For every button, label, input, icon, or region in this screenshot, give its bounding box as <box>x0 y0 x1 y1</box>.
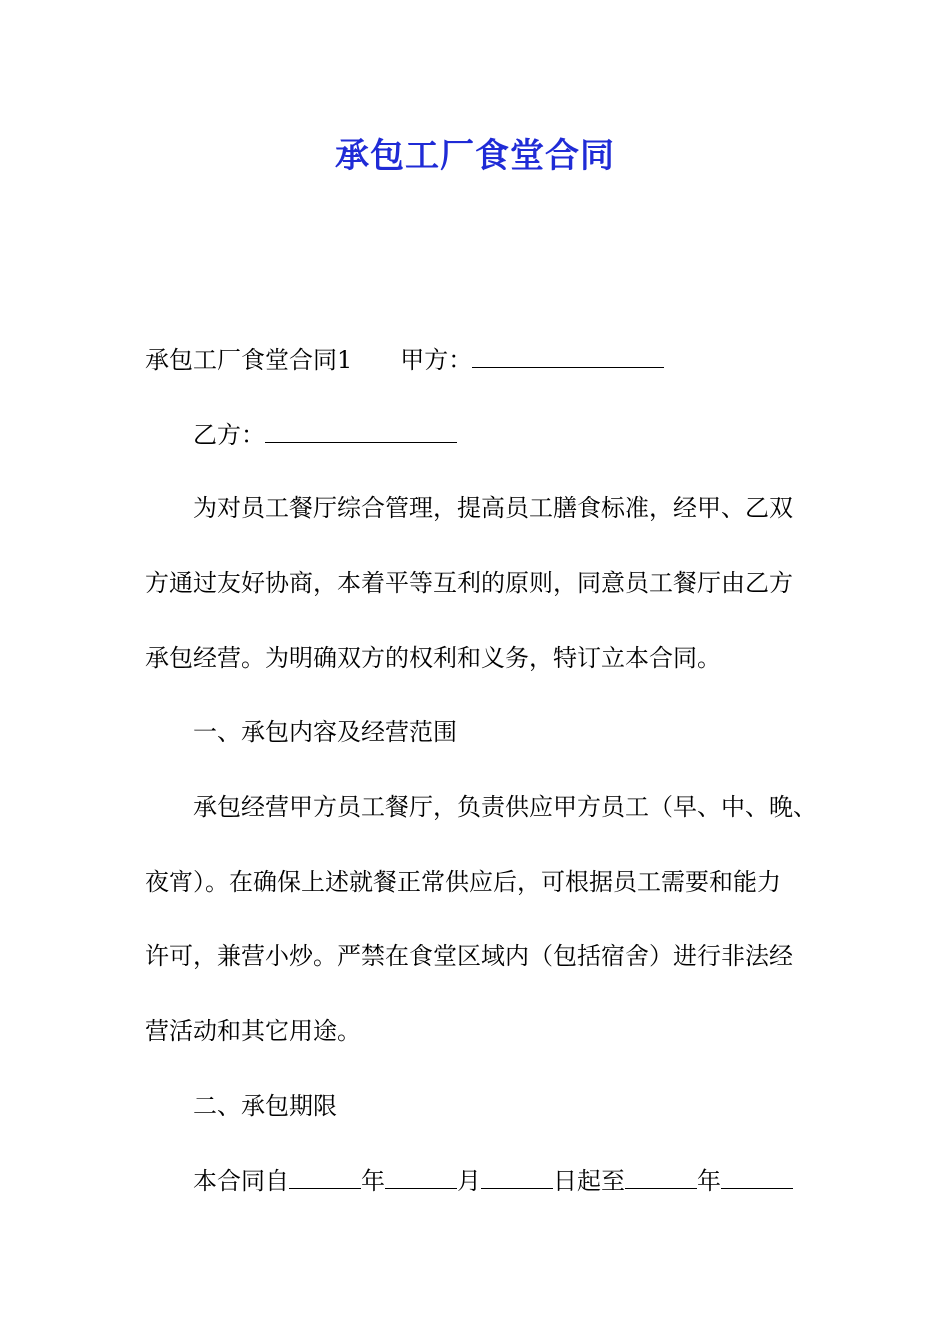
end-month-blank <box>721 1164 793 1189</box>
party-b-label: 乙方： <box>193 421 265 449</box>
section1-heading: 一、承包内容及经营范围 <box>193 718 457 746</box>
para1-line-2: 方通过友好协商，本着平等互利的原则，同意员工餐厅由乙方 <box>145 569 793 597</box>
start-year-blank <box>289 1164 361 1189</box>
term-year-2: 年 <box>697 1167 721 1195</box>
term-year-1: 年 <box>361 1167 385 1195</box>
term-prefix: 本合同自 <box>193 1167 289 1195</box>
document-title: 承包工厂食堂合同 <box>335 136 615 176</box>
end-year-blank <box>625 1164 697 1189</box>
contract-label: 承包工厂食堂合同1 <box>145 346 353 374</box>
term-day-1: 日起至 <box>553 1167 625 1195</box>
section2-heading: 二、承包期限 <box>193 1092 337 1120</box>
party-a-label: 甲方： <box>400 346 473 374</box>
para1-line-3: 承包经营。为明确双方的权利和义务，特订立本合同。 <box>145 644 721 672</box>
para2-line-3: 许可，兼营小炒。严禁在食堂区域内（包括宿舍）进行非法经 <box>145 942 793 970</box>
party-b-blank <box>265 418 457 443</box>
party-a-blank <box>472 343 664 368</box>
term-line <box>193 1164 858 1197</box>
start-day-blank <box>481 1164 553 1189</box>
term-month-1: 月 <box>457 1167 481 1195</box>
para1-line-1: 为对员工餐厅综合管理，提高员工膳食标准，经甲、乙双 <box>193 494 793 522</box>
party-b-line <box>193 418 858 451</box>
para2-line-1: 承包经营甲方员工餐厅，负责供应甲方员工（早、中、晚、 <box>193 793 817 821</box>
start-month-blank <box>385 1164 457 1189</box>
para2-line-2: 夜宵）。在确保上述就餐正常供应后，可根据员工需要和能力 <box>145 868 781 896</box>
header-line <box>145 343 810 376</box>
para2-line-4: 营活动和其它用途。 <box>145 1017 361 1045</box>
